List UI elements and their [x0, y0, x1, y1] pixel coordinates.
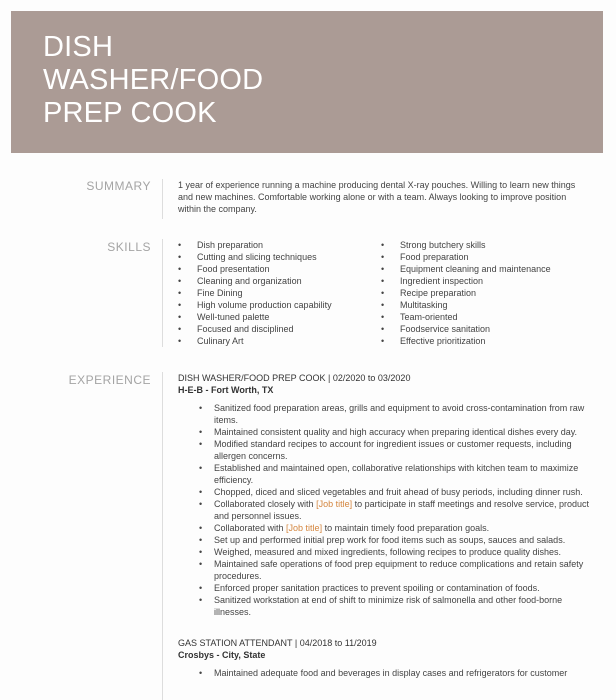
skill-item: • Multitasking	[381, 299, 581, 311]
job-bullet: • Maintained safe operations of food prep equipment to reduce complications and retain safety procedures.	[178, 558, 590, 582]
skill-item: • Food presentation	[178, 263, 378, 275]
resume-title-line: PREP COOK	[43, 97, 217, 129]
job-title-line	[178, 372, 590, 384]
skill-item: • High volume production capability	[178, 299, 378, 311]
skill-item: • Fine Dining	[178, 287, 378, 299]
skills-list	[178, 239, 588, 349]
job-separator: |	[325, 373, 333, 383]
skill-item: • Foodservice sanitation	[381, 323, 581, 335]
experience-divider	[162, 372, 163, 700]
experience-heading: EXPERIENCE	[68, 373, 151, 387]
summary-heading: SUMMARY	[86, 179, 151, 193]
job-bullets	[178, 402, 590, 618]
summary-text: 1 year of experience running a machine producing dental X-ray pouches. Willing to learn new things and new machines. Comfortable working alone or with a team. Always looking to improve position within the company.	[178, 180, 576, 214]
job-employer: Crosbys - City, State	[178, 650, 266, 660]
job-bullets	[178, 667, 590, 679]
skill-item: • Cutting and slicing techniques	[178, 251, 378, 263]
job-dates: 02/2020 to 03/2020	[332, 373, 411, 383]
job-title-placeholder: [Job title]	[286, 523, 323, 533]
job-employer: H-E-B - Fort Worth, TX	[178, 385, 274, 395]
skill-item: • Team-oriented	[381, 311, 581, 323]
job-title: GAS STATION ATTENDANT	[178, 638, 293, 648]
skill-item: • Ingredient inspection	[381, 275, 581, 287]
experience-section	[0, 372, 616, 700]
summary-divider	[162, 179, 163, 219]
skill-item: • Dish preparation	[178, 239, 378, 251]
job-bullet: • Collaborated with [Job title] to maintain timely food preparation goals.	[178, 522, 590, 534]
job-separator: |	[292, 638, 300, 648]
job-bullet: • Maintained adequate food and beverages in display cases and refrigerators for customer	[178, 667, 590, 679]
skills-heading: SKILLS	[107, 240, 151, 254]
job-bullet: • Modified standard recipes to account for ingredient issues or customer requests, including allergen concerns.	[178, 438, 590, 462]
skill-item: • Recipe preparation	[381, 287, 581, 299]
skills-divider	[162, 239, 163, 347]
job-bullet: • Collaborated closely with [Job title] to participate in staff meetings and resolve service, product and personnel issues.	[178, 498, 590, 522]
job-bullet: • Enforced proper sanitation practices to prevent spoiling or contamination of foods.	[178, 582, 590, 594]
job-title-line	[178, 637, 590, 649]
resume-title	[43, 31, 383, 130]
skill-item: • Cleaning and organization	[178, 275, 378, 287]
skills-column-right	[381, 239, 581, 347]
job-entry	[178, 372, 590, 618]
job-bullet: • Weighed, measured and mixed ingredients, following recipes to produce quality dishes.	[178, 546, 590, 558]
job-bullet: • Set up and performed initial prep work for food items such as soups, sauces and salads.	[178, 534, 590, 546]
job-entry	[178, 637, 590, 679]
skills-section	[0, 239, 616, 349]
job-bullet: • Sanitized food preparation areas, grills and equipment to avoid cross-contamination from raw items.	[178, 402, 590, 426]
job-bullet: • Sanitized workstation at end of shift to minimize risk of salmonella and other food-borne illnesses.	[178, 594, 590, 618]
job-dates: 04/2018 to 11/2019	[299, 638, 377, 648]
skills-column-left	[178, 239, 378, 347]
skill-item: • Focused and disciplined	[178, 323, 378, 335]
job-bullet: • Maintained consistent quality and high accuracy when preparing identical dishes every day.	[178, 426, 590, 438]
job-bullet: • Established and maintained open, collaborative relationships with kitchen team to maximize efficiency.	[178, 462, 590, 486]
experience-jobs	[178, 372, 590, 679]
job-title: DISH WASHER/FOOD PREP COOK	[178, 373, 326, 383]
job-title-placeholder: [Job title]	[316, 499, 353, 509]
skill-item: • Food preparation	[381, 251, 581, 263]
skill-item: • Equipment cleaning and maintenance	[381, 263, 581, 275]
job-bullet: • Chopped, diced and sliced vegetables and fruit ahead of busy periods, including dinner rush.	[178, 486, 590, 498]
resume-title-line: WASHER/FOOD	[43, 64, 264, 96]
resume-title-line: DISH	[43, 31, 114, 63]
skill-item: • Strong butchery skills	[381, 239, 581, 251]
skill-item: • Effective prioritization	[381, 335, 581, 347]
skill-item: • Well-tuned palette	[178, 311, 378, 323]
summary-section	[0, 179, 616, 219]
resume-header-banner	[11, 11, 603, 153]
skill-item: • Culinary Art	[178, 335, 378, 347]
